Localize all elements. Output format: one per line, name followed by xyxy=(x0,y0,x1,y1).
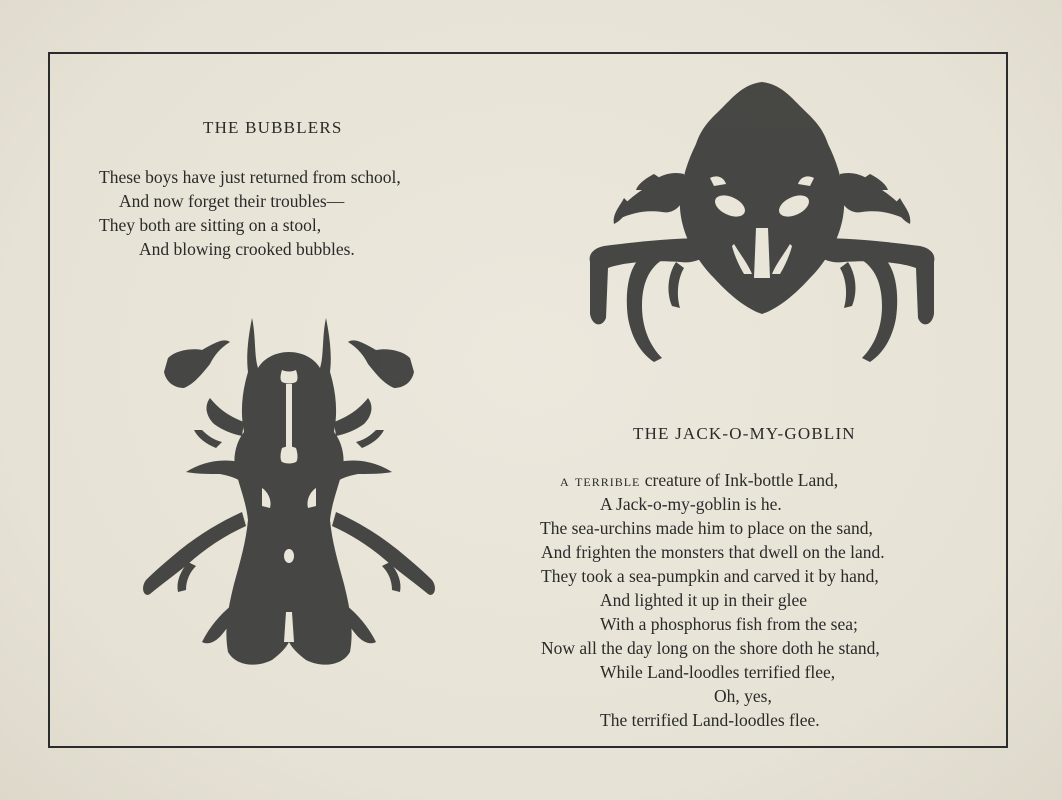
goblin-line-2: A Jack-o-my-goblin is he. xyxy=(600,494,782,514)
bubblers-line-2: And now forget their troubles— xyxy=(119,191,345,211)
goblin-line-10: Oh, yes, xyxy=(714,686,772,706)
goblin-line-6: And lighted it up in their glee xyxy=(600,590,808,610)
goblin-line-7: With a phosphorus fish from the sea; xyxy=(600,614,858,634)
goblin-line-3: The sea-urchins made him to place on the sand, xyxy=(540,518,873,538)
bubblers-line-3: They both are sitting on a stool, xyxy=(99,215,322,235)
goblin-line-1 xyxy=(560,468,838,492)
bubblers-line-4: And blowing crooked bubbles. xyxy=(139,239,355,259)
goblin-line-9: While Land-loodles terrified flee, xyxy=(600,662,836,682)
bubblers-title: THE BUBBLERS xyxy=(203,118,343,137)
goblin-inkblot-illustration xyxy=(584,78,940,366)
bubblers-line-1: These boys have just returned from school, xyxy=(99,167,401,187)
goblin-line-5: They took a sea-pumpkin and carved it by hand, xyxy=(541,566,879,586)
goblin-first-rest: creature of Ink-bottle Land, xyxy=(640,470,839,490)
bubblers-inkblot-illustration xyxy=(136,312,442,674)
goblin-line-11: The terrified Land-loodles flee. xyxy=(600,710,820,730)
goblin-title: THE JACK-O-MY-GOBLIN xyxy=(633,424,856,443)
goblin-first-word: a terrible xyxy=(560,470,641,490)
goblin-line-8: Now all the day long on the shore doth he stand, xyxy=(541,638,880,658)
goblin-line-4: And frighten the monsters that dwell on the land. xyxy=(541,542,885,562)
